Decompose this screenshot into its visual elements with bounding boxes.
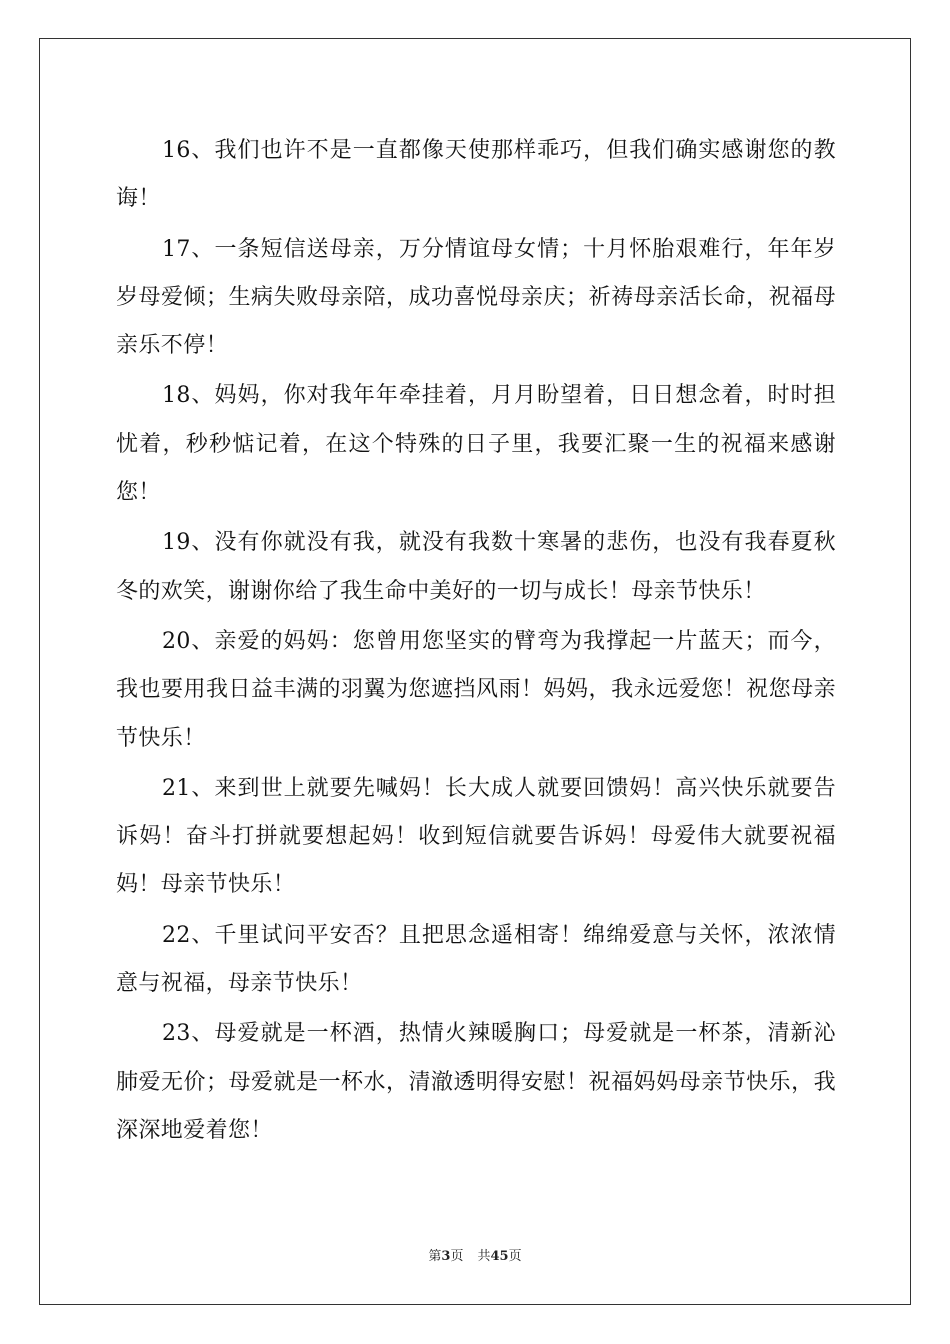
paragraph-21: 21、来到世上就要先喊妈！长大成人就要回馈妈！高兴快乐就要告诉妈！奋斗打拼就要想起妈！收到短信就要告诉妈！母爱伟大就要祝福妈！母亲节快乐！ [116, 775, 836, 898]
paragraph-17: 17、一条短信送母亲，万分情谊母女情；十月怀胎艰难行，年年岁岁母爱倾；生病失败母亲陪，成功喜悦母亲庆；祈祷母亲活长命，祝福母亲乐不停！ [116, 236, 836, 359]
total-pages-suffix: 页 [508, 1249, 522, 1264]
page-number-suffix: 页 [450, 1249, 464, 1264]
paragraph-20: 20、亲爱的妈妈：您曾用您坚实的臂弯为我撑起一片蓝天；而今，我也要用我日益丰满的羽翼为您遮挡风雨！妈妈，我永远爱您！祝您母亲节快乐！ [116, 628, 836, 751]
total-pages-prefix: 共 [477, 1249, 491, 1264]
total-page-count: 45 [490, 1249, 509, 1264]
paragraph-19: 19、没有你就没有我，就没有我数十寒暑的悲伤，也没有我春夏秋冬的欢笑，谢谢你给了我生命中美好的一切与成长！母亲节快乐！ [116, 530, 836, 604]
current-page-number: 3 [441, 1249, 451, 1264]
document-body [116, 127, 836, 1157]
page-number-prefix: 第 [428, 1249, 442, 1264]
paragraph-16: 16、我们也许不是一直都像天使那样乖巧，但我们确实感谢您的教诲！ [116, 138, 836, 212]
paragraph-23: 23、母爱就是一杯酒，热情火辣暖胸口；母爱就是一杯茶，清新沁肺爱无价；母爱就是一杯水，清澈透明得安慰！祝福妈妈母亲节快乐，我深深地爱着您！ [116, 1021, 836, 1143]
paragraph-18: 18、妈妈，你对我年年牵挂着，月月盼望着，日日想念着，时时担忧着，秒秒惦记着，在这个特殊的日子里，我要汇聚一生的祝福来感谢您！ [116, 383, 836, 506]
paragraph-22: 22、千里试问平安否？且把思念遥相寄！绵绵爱意与关怀，浓浓情意与祝福，母亲节快乐！ [116, 922, 836, 997]
page-footer [0, 1248, 950, 1266]
